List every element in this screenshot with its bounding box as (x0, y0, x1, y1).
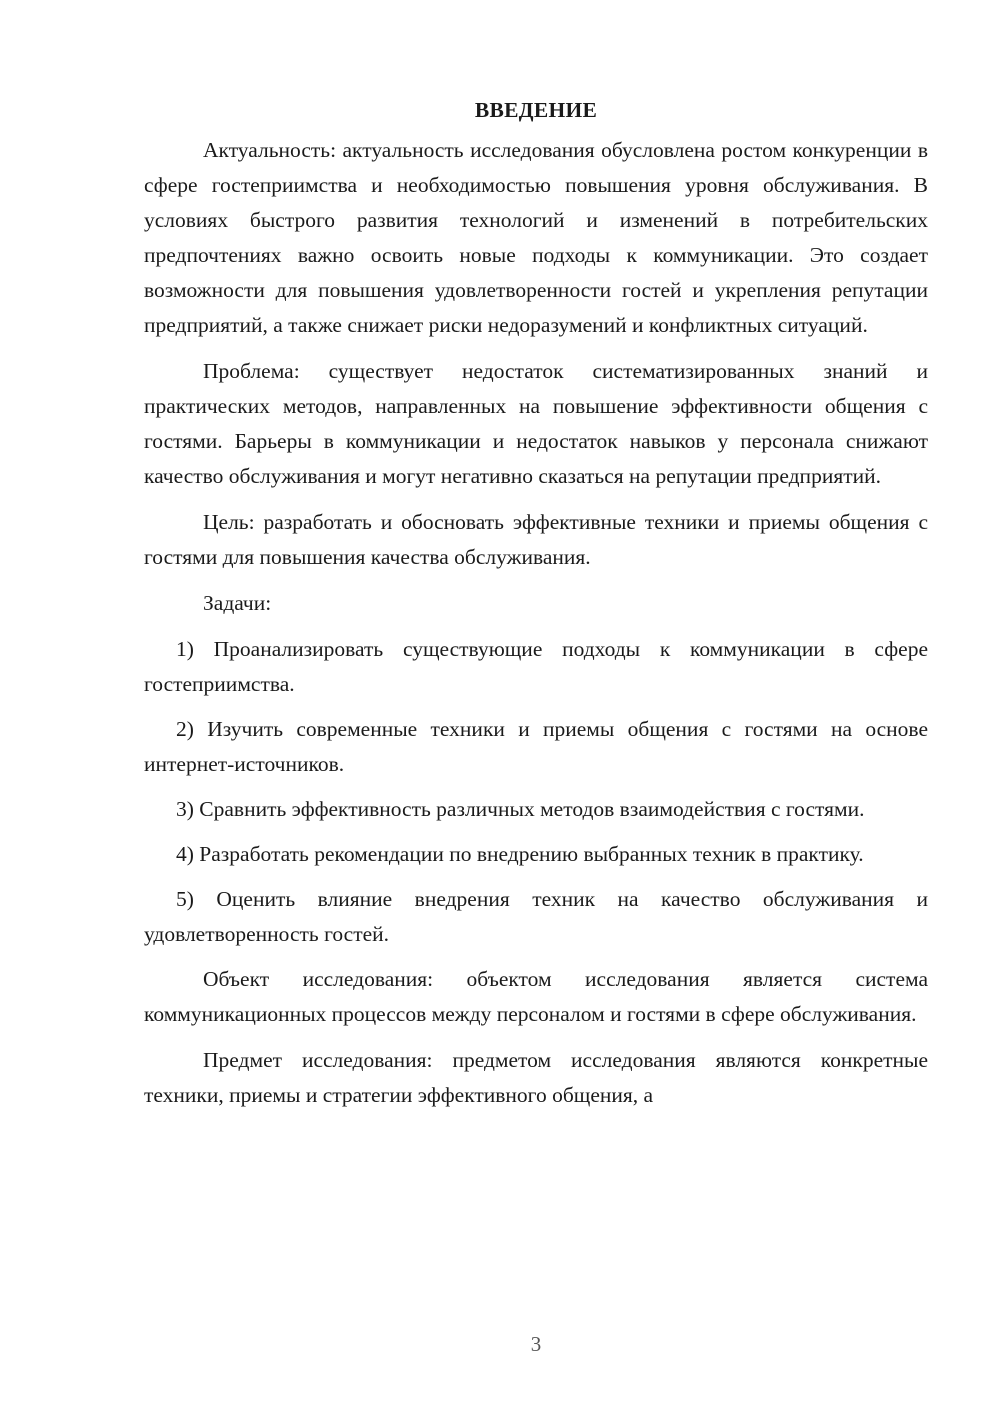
task-item-2: 2) Изучить современные техники и приемы общения с гостями на основе интернет-источников. (144, 717, 928, 776)
tasks-list (144, 632, 928, 952)
page-number: 3 (530, 1332, 542, 1356)
paragraph-goal: Цель: разработать и обосновать эффективные техники и приемы общения с гостями для повышения качества обслуживания. (144, 510, 928, 569)
paragraph-object: Объект исследования: объектом исследования является система коммуникационных процессов между персоналом и гостями в сфере обслуживания. (144, 967, 928, 1026)
section-title: ВВЕДЕНИЕ (474, 98, 598, 122)
tasks-heading: Задачи: (203, 591, 272, 615)
task-item-4: 4) Разработать рекомендации по внедрению выбранных техник в практику. (176, 842, 864, 866)
task-item-3: 3) Сравнить эффективность различных методов взаимодействия с гостями. (176, 797, 865, 821)
paragraph-subject: Предмет исследования: предметом исследования являются конкретные техники, приемы и стратегии эффективного общения, а (144, 1048, 928, 1107)
document-page (144, 92, 928, 1124)
task-item-1: 1) Проанализировать существующие подходы к коммуникации в сфере гостеприимства. (144, 637, 928, 696)
task-item-5: 5) Оценить влияние внедрения техник на качество обслуживания и удовлетворенность гостей. (144, 887, 928, 946)
paragraph-problem: Проблема: существует недостаток систематизированных знаний и практических методов, направленных на повышение эффективности общения с гостями. Барьеры в коммуникации и недостаток навыков у персонала снижают качество обслуживания и могут негативно сказаться на репутации предприятий. (144, 359, 928, 488)
paragraph-relevance: Актуальность: актуальность исследования обусловлена ростом конкуренции в сфере гостеприимства и необходимостью повышения уровня обслуживания. В условиях быстрого развития технологий и изменений в потребительских предпочтениях важно освоить новые подходы к коммуникации. Это создает возможности для повышения удовлетворенности гостей и укрепления репутации предприятий, а также снижает риски недоразумений и конфликтных ситуаций. (144, 138, 928, 337)
